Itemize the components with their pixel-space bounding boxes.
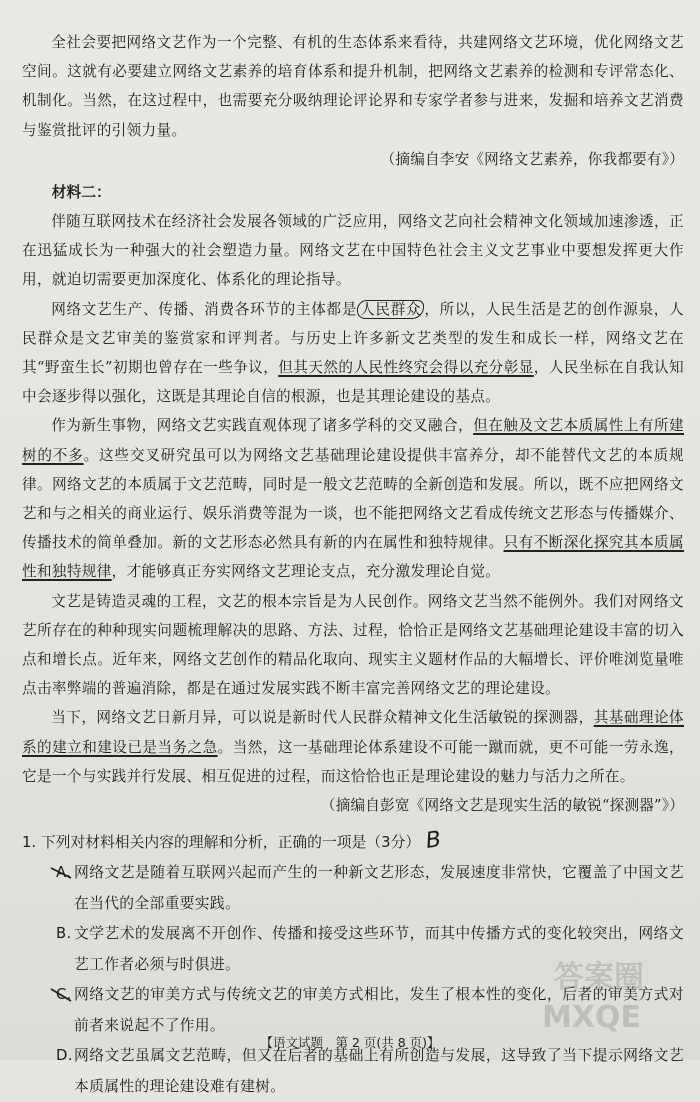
intro-paragraph: 全社会要把网络文艺作为一个完整、有机的生态体系来看待，共建网络文艺环境，优化网络文艺空间。这就有必要建立网络文艺素养的培育体系和提升机制，把网络文艺素养的检测和专评常态化、机制化。当然，在这过程中，也需要充分吸纳理论评论界和专家学者参与进来，发掘和培养文艺消费与鉴赏批评的引领力量。 xyxy=(22,34,684,139)
text-span: ，才能够真正夯实网络文艺理论支点，充分激发理论自觉。 xyxy=(111,563,501,581)
question-1-stem xyxy=(22,826,684,858)
text-span: 作为新生事物，网络文艺实践直观体现了诸多学科的交叉融合， xyxy=(51,417,474,435)
source-citation-1: （摘编自李安《网络文艺素养，你我都要有》） xyxy=(380,150,684,168)
underlined-annotation: 但在触及文艺本质属性上有所建树的不多 xyxy=(22,417,684,464)
circled-annotation: 人民群众 xyxy=(357,300,424,319)
underlined-annotation: 但其天然的人民性终究会得以充分彰显 xyxy=(278,359,534,377)
watermark-logo-icon xyxy=(536,947,686,1042)
material-2-paragraph-1: 伴随互联网技术在经济社会发展各领域的广泛应用，网络文艺向社会精神文化领域加速渗透，正在迅猛成长为一种强大的社会塑造力量。网络文艺在中国特色社会主义文艺事业中要想发挥更大作用，就迫切需要更加深度化、体系化的理论指导。 xyxy=(22,213,684,289)
option-letter: B. xyxy=(56,925,72,943)
question-stem-text: 1. 下列对材料相关内容的理解和分析，正确的一项是（3分） xyxy=(22,834,421,852)
text-span: 网络文艺生产、传播、消费各环节的主体都是 xyxy=(51,300,358,318)
text-span: ，人民坐标在自我认知中会逐步得以强化，这既是其理论自信的根源，也是其理论建设的基点。 xyxy=(22,359,684,406)
option-text: 网络文艺虽属文艺范畴，但又在后者的基础上有所创造与发展，这导致了当下提示网络文艺本质属性的理论建设难有建树。 xyxy=(74,1047,684,1095)
material-2-heading: 材料二： xyxy=(51,184,111,202)
underlined-annotation: 其基础理论体系的建立和建设已是当务之急 xyxy=(22,709,684,756)
handwritten-answer: B xyxy=(424,827,443,855)
text-span: ，所以，人民生活是艺的创作源泉，人民群众是文艺审美的鉴赏家和评判者。与历史上许多新文艺类型的发生和成长一样，网络文艺在其“野蛮生长”初期也曾存在一些争议， xyxy=(22,300,684,377)
svg-text:答案圈: 答案圈 xyxy=(554,960,644,995)
option-a xyxy=(22,858,684,919)
option-letter: C. xyxy=(56,986,72,1004)
option-letter: A. xyxy=(56,864,72,882)
option-letter: D. xyxy=(56,1047,73,1065)
option-text: 网络文艺是随着互联网兴起而产生的一种新文艺形态，发展速度非常快，它覆盖了中国文艺在当代的全部重要实践。 xyxy=(74,864,684,912)
text-span: 。当然，这一基础理论体系建设不可能一蹴而就，更不可能一劳永逸，它是一个与实践并行发展、相互促进的过程，而这恰恰也正是理论建设的魅力与活力之所在。 xyxy=(22,738,684,785)
page-footer: 【语文试题 第 2 页(共 8 页)】 xyxy=(260,1035,440,1050)
svg-text:MXQE: MXQE xyxy=(542,1000,641,1035)
text-span: 当下，网络文艺日新月异，可以说是新时代人民群众精神文化生活敏锐的探测器， xyxy=(51,709,594,727)
option-text: 网络文艺的审美方式与传统文艺的审美方式相比，发生了根本性的变化，后者的审美方式对前者来说起不了作用。 xyxy=(74,986,684,1034)
underlined-annotation: 只有不断深化探究其本质属性和独特规律 xyxy=(22,534,685,581)
material-2-paragraph-3 xyxy=(22,411,684,586)
material-2-paragraph-5 xyxy=(22,703,684,791)
material-2-paragraph-4: 文艺是铸造灵魂的工程，文艺的根本宗旨是为人民创作。网络文艺当然不能例外。我们对网络文艺所存在的种种现实问题梳理解决的思路、方法、过程，恰恰正是网络文艺基础理论建设丰富的切入点和增长点。近年来，网络文艺创作的精品化取向、现实主义题材作品的大幅增长、评价唯浏览量唯点击率弊端的普遍消除，都是在通过发展实践不断丰富完善网络文艺的理论建设。 xyxy=(22,592,684,698)
option-text: 文学艺术的发展离不开创作、传播和接受这些环节，而其中传播方式的变化较突出，网络文艺工作者必须与时俱进。 xyxy=(74,925,684,973)
page-content xyxy=(22,28,684,1102)
source-citation-2: （摘编自彭宽《网络文艺是现实生活的敏锐“探测器”》） xyxy=(320,797,684,815)
material-2-paragraph-2 xyxy=(22,295,684,412)
text-span: 。这些交叉研究虽可以为网络文艺基础理论建设提供丰富养分，却不能替代文艺的本质规律。网络文艺的本质属于文艺范畴，同时是一般文艺范畴的全新创造和发展。所以，既不应把网络文艺和与之相关的商业运行、娱乐消费等混为一谈，也不能把网络文艺看成传统文艺形态与传播媒介、传播技术的简单叠加。新的文艺形态必然具有新的内在属性和独特规律。 xyxy=(22,446,684,552)
